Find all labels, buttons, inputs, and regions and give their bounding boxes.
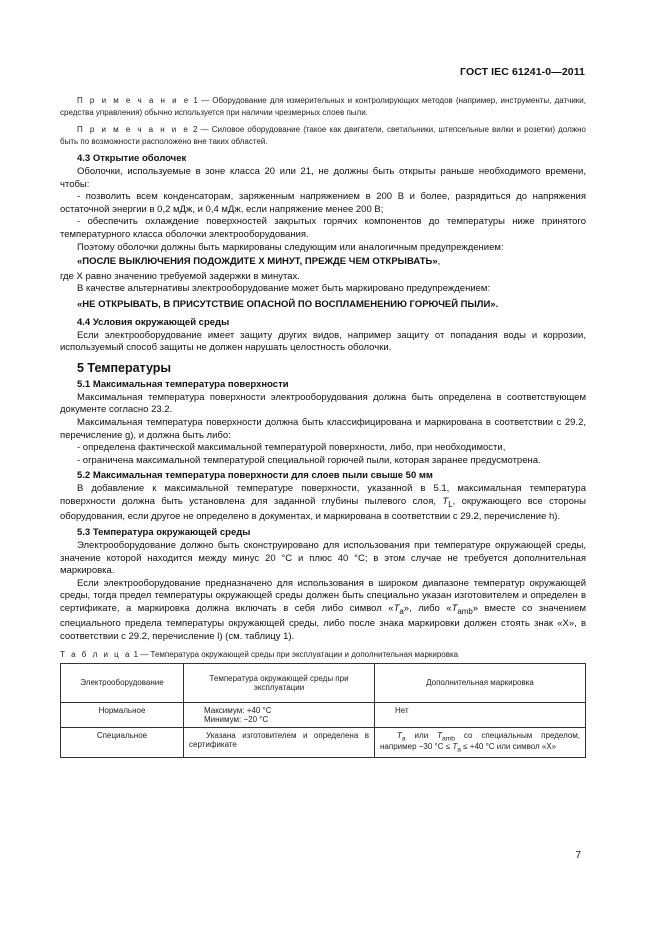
page-content [60, 95, 586, 758]
table-row [61, 727, 586, 757]
text-run: со специальным пределом, например −30 °С ≤ [380, 730, 580, 752]
text-run: », либо « [403, 602, 452, 614]
symbol: T [437, 730, 443, 740]
note-text: 1 — Оборудование для измерительных и контролирующих методов (например, инструменты, датчики, средства управления) обычно используется при наличии чрезмерных слоев пыли. [60, 96, 586, 117]
note-label: П р и м е ч а н и е [77, 96, 191, 105]
table-caption-label: Т а б л и ц а [60, 649, 132, 659]
table-cell: Указана изготовителем и определена в сертификате [184, 727, 375, 757]
section-5-3-title: 5.3 Температура окружающей среды [77, 526, 251, 538]
paragraph: Максимальная температура поверхности электрооборудования должна быть определена в соответствующем документе согласно 23.2. [60, 391, 586, 416]
section-5-title: 5 Температуры [77, 360, 172, 375]
section-4-3-title: 4.3 Открытие оболочек [77, 153, 187, 164]
section-5-2-title: 5.2 Максимальная температура поверхности для слоев пыли свыше 50 мм [77, 470, 433, 482]
paragraph [60, 483, 586, 524]
column-header: Электрооборудование [61, 663, 184, 702]
table-cell: Нет [375, 702, 586, 727]
symbol: T [397, 730, 402, 740]
subscript: a [457, 746, 461, 754]
cell-line: Минимум: −20 °С [204, 714, 269, 724]
subscript: amb [442, 735, 455, 743]
paragraph: Оболочки, используемые в зоне класса 20 или 21, не должны быть открыты раньше необходимого времени, чтобы: [60, 166, 586, 190]
paragraph: Максимальная температура поверхности должна быть классифицирована и маркирована в соответствии с 29.2, перечисление g), и должна быть либо: [60, 416, 586, 441]
text-run: В добавление к максимальной температуре поверхности, указанной в 5.1, максимальная температура поверхности должна быть установлена для заданной глубины пылевого слоя, [60, 483, 586, 507]
ambient-temperature-table [60, 663, 586, 758]
subscript: a [399, 606, 404, 616]
subscript: L [448, 499, 453, 509]
warning-text-2: «НЕ ОТКРЫВАТЬ, В ПРИСУТСТВИЕ ОПАСНОЙ ПО ВОСПЛАМЕНЕНИЮ ГОРЮЧЕЙ ПЫЛИ». [77, 298, 499, 310]
text-run: ≤ +40 °С или символ «X» [460, 742, 557, 752]
paragraph: Электрооборудование должно быть сконструировано для использования при температуре окружающей среды, значение которой находится между минус 20 °С и плюс 40 °С; в этом случае не требуется дополнительная маркировка. [60, 539, 586, 577]
note-1 [60, 95, 586, 118]
warning-tail: , [437, 256, 441, 268]
table-cell [184, 702, 375, 727]
table-caption-text: 1 — Температура окружающей среды при эксплуатации и дополнительная маркировка [131, 649, 459, 659]
note-text: 2 — Силовое оборудование (такое как двигатели, светильники, штепсельные вилки и розетки) должно быть по возможности расположено вне таких областей. [60, 125, 586, 146]
table-row [61, 702, 586, 727]
symbol: T [393, 602, 400, 614]
list-item: - позволить всем конденсаторам, заряженным напряжением в 200 В и более, разрядиться до напряжения остаточной энергии в 0,2 мДж, и 0,4 мДж, если напряжение менее 200 В; [60, 191, 586, 215]
text-run: » вместе со значением специального предела температуры окружающей среды, либо после знака маркировки должен стоять знак «X», в соответствии с 29.2, перечисление l) (см. таблицу 1). [60, 602, 587, 642]
subscript: a [401, 735, 406, 743]
warning-text-1 [77, 256, 586, 269]
warning-label: «ПОСЛЕ ВЫКЛЮЧЕНИЯ ПОДОЖДИТЕ X МИНУТ, ПРЕЖДЕ ЧЕМ ОТКРЫВАТЬ» [77, 256, 438, 268]
table-cell: Нормальное [61, 702, 184, 727]
symbol: T [451, 602, 458, 614]
column-header: Температура окружающей среды при эксплуатации [184, 663, 375, 702]
note-label: П р и м е ч а н и е [77, 125, 190, 134]
paragraph: где X равно значению требуемой задержки в минутах. [60, 270, 300, 282]
cell-line: Максимум: +40 °С [204, 705, 272, 715]
page-number: 7 [575, 850, 581, 861]
section-5-1-title: 5.1 Максимальная температура поверхности [77, 378, 289, 390]
text-run: или [405, 730, 438, 740]
list-item: - определена фактической максимальной температурой поверхности, либо, при необходимости, [77, 442, 506, 454]
list-item: - обеспечить охлаждение поверхностей закрытых горячих компонентов до температуры ниже принятого температурного класса оболочки электрооборудования. [60, 216, 586, 240]
section-4-4-title: 4.4 Условия окружающей среды [77, 316, 230, 328]
document-header: ГОСТ IEC 61241-0—2011 [460, 66, 585, 78]
paragraph: Если электрооборудование имеет защиту других видов, например защиту от попадания воды и коррозии, используемый способ защиты не должен нарушать целостность оболочки. [60, 329, 586, 354]
symbol: T [452, 742, 458, 752]
subscript: amb [457, 606, 473, 616]
table-cell [375, 727, 586, 757]
symbol: T [442, 495, 449, 507]
text-run: Если электрооборудование предназначено для использования в широком диапазоне температур окружающей среды, тогда предел температуры окружающей среды должен быть специально указан изготовителем и определен в сертификате, а маркировка должна включать в себя либо символ « [60, 577, 586, 614]
list-item: - ограничена максимальной температурой специальной горючей пыли, которая заранее предусмотрена. [77, 454, 541, 466]
table-caption [60, 650, 586, 659]
table-cell: Специальное [61, 727, 184, 757]
paragraph: Поэтому оболочки должны быть маркированы следующим или аналогичным предупреждением: [77, 241, 504, 253]
paragraph: В качестве альтернативы электрооборудование может быть маркировано предупреждением: [77, 283, 491, 295]
table-header-row [61, 663, 586, 702]
note-2 [60, 124, 586, 147]
text-run: , окружающего все стороны оборудования, если другое не определено в документах, и маркирована в соответствии с 29.2, перечисление h). [60, 495, 586, 523]
paragraph [60, 578, 586, 644]
column-header: Дополнительная маркировка [375, 663, 586, 702]
